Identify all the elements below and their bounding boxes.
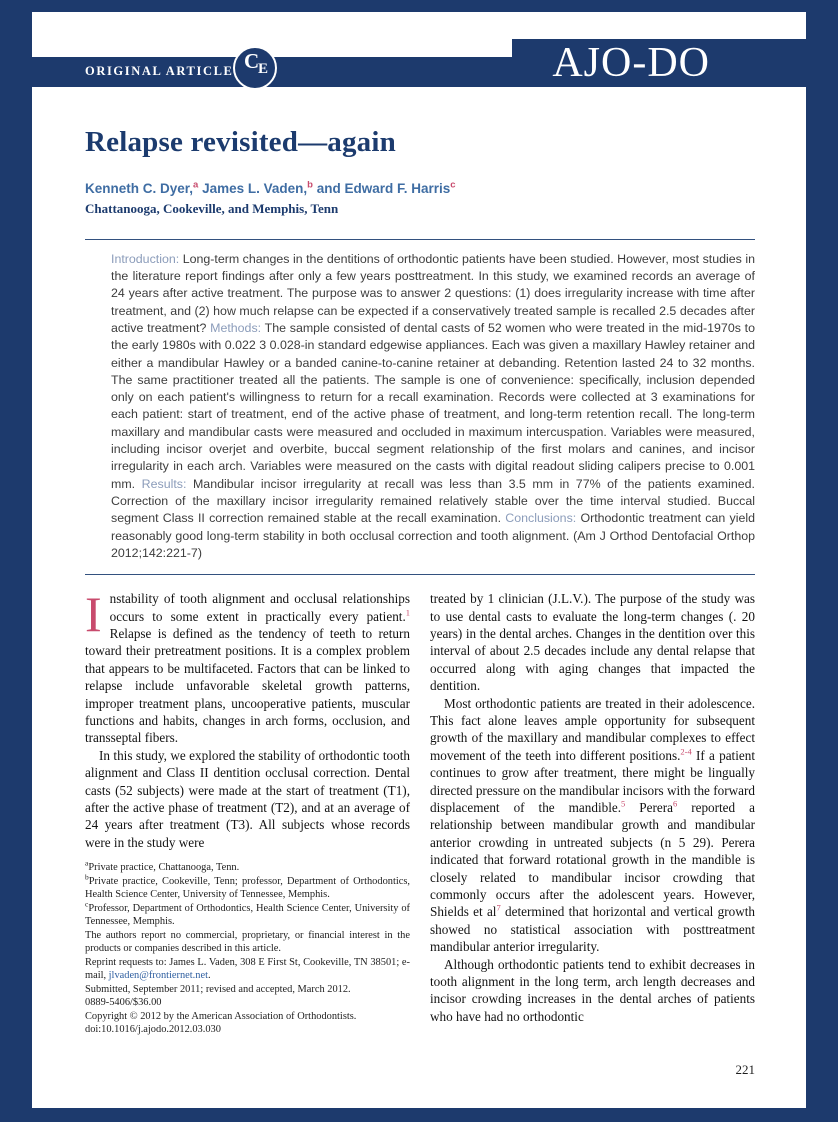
ce-badge-letter-e: E: [258, 61, 269, 77]
reference-superscript: 2-4: [680, 746, 692, 757]
ce-badge-letter-c: C: [244, 49, 260, 73]
right-column: [430, 590, 755, 1037]
reference-superscript: 6: [672, 798, 678, 809]
abstract-section-label: Introduction:: [111, 251, 183, 266]
abstract-section-label: Conclusions:: [505, 511, 581, 526]
affiliation-line: Chattanooga, Cookeville, and Memphis, Tenn: [85, 200, 339, 216]
reference-superscript: 7: [496, 903, 501, 914]
author-affiliation-superscript: a: [193, 179, 199, 191]
footnote-item: Reprint requests to: James L. Vaden, 308 E First St, Cookeville, TN 38501; e-mail, jlvaden@frontiernet.net.: [85, 956, 410, 982]
body-paragraph: Most orthodontic patients are treated in their adolescence. This fact alone leaves ample opportunity for subsequent growth of the maxillary and mandibular complexes to effect movement of the teeth into different positions.$^{2-4}$ If a patient continues to grow after treatment, there might be lingually directed pressure on the mandibular incisors with the forward displacement of the mandible.$^5$ Perera$^6$ reported a relationship between mandibular growth and mandibular anterior crowding in untreated subjects (n 5 29). Perera indicated that forward rotational growth in the mandible is closely related to mandibular incisor crowding that commonly occurs after the adolescent years. However, Shields et al$^7$ determined that horizontal and vertical growth showed no statistical association with posttreatment mandibular anterior irregularity.: [430, 695, 755, 955]
author-affiliation-superscript: c: [450, 179, 456, 191]
footnote-item: $^b$Private practice, Cookeville, Tenn; professor, Department of Orthodontics, Health Science Center, University of Tennessee, Memphis.: [85, 872, 410, 901]
abstract-section-label: Results:: [141, 476, 193, 491]
article-content: [32, 12, 806, 1108]
divider-below-abstract: [85, 574, 755, 575]
reference-superscript: 1: [405, 607, 410, 618]
footnote-item: The authors report no commercial, proprietary, or financial interest in the products or companies described in this article.: [85, 929, 410, 955]
drop-cap: I: [85, 586, 102, 643]
footnote-item: Submitted, September 2011; revised and accepted, March 2012.: [85, 983, 351, 995]
body-paragraph: In this study, we explored the stability of orthodontic tooth alignment and Class II dentition occlusal correction. Dental casts (52 subjects) were made at the start of treatment (T1), after the active phase of treatment (T2), and at an average of 24 years after treatment (T3). All subjects whose records were in the study were: [85, 747, 410, 850]
footnote-item: 0889-5406/$36.00: [85, 997, 162, 1009]
article-title: Relapse revisited—again: [85, 126, 396, 158]
footnote-item: doi:10.1016/j.ajodo.2012.03.030: [85, 1024, 221, 1036]
footnote-item: Copyright © 2012 by the American Association of Orthodontists.: [85, 1010, 357, 1022]
footnote-item: $^c$Professor, Department of Orthodontics, Health Science Center, University of Tennessee, Memphis.: [85, 899, 410, 928]
page-number: 221: [735, 1062, 755, 1077]
article-type-label: ORIGINAL ARTICLE: [85, 64, 234, 78]
body-paragraph: Instability of tooth alignment and occlusal relationships occurs to some extent in practically every patient.$^1$ Relapse is defined as the tendency of teeth to return toward their pretreatment positions. It is a complex problem that appears to be multifaceted. Factors that can be linked to relapse include unfavorable skeletal growth patterns, improper treatment plans, uncooperative patients, muscular functions and habits, changes in arch forms, occlusion, and transseptal fibers.: [85, 586, 410, 746]
journal-logo: AJO-DO: [552, 40, 710, 86]
footnote-superscript: b: [85, 872, 89, 882]
author-affiliation-superscript: b: [307, 179, 313, 191]
body-columns: [85, 586, 755, 1037]
footnote-superscript: a: [85, 858, 89, 868]
footnotes-block: [85, 858, 410, 1037]
abstract-text: Introduction: Long-term changes in the dentitions of orthodontic patients have been studied. However, most studies in the literature report findings after only a few years posttreatment. In this study, we examined records an average of 24 years after active treatment. The purpose was to answer 2 questions: (1) does irregularity increase with time after treatment, and (2) how much relapse can be expected if a conservatively treated sample is recalled 2.5 decades after active treatment? Methods: The sample consisted of dental casts of 52 women who were treated in the mid-1970s to the early 1980s with 0.022 3 0.028-in standard edgewise appliances. Each was given a maxillary Hawley retainer and either a mandibular Hawley or a banded canine-to-canine retainer at debanding. Retention lasted 24 to 32 months. The same practitioner treated all the patients. The sample is one of convenience: specifically, inclusion depended only on each patient's willingness to return for a recall examination. Records were collected at 3 examinations for each patient: start of treatment, end of the active phase of treatment, and long-term retention recall. The long-term maxillary and mandibular casts were measured and occluded in maximum intercuspation. Variables were measured, including incisor overjet and overbite, buccal segment relationship of the first molars and canines, and incisor irregularity in each arch. Variables were measured on the casts with digital readout sliding calipers precise to 0.001 mm. Results: Mandibular incisor irregularity at recall was less than 3.5 mm in 77% of the patients examined. Correction of the maxillary incisor irregularity remained relatively stable over the time interval studied. Buccal segment Class II correction remained stable at the recall examination. Conclusions: Orthodontic treatment can yield reasonably good long-term stability in both occlusal correction and tooth alignment. (Am J Orthod Dentofacial Orthop 2012;142:221-7): [111, 251, 755, 560]
footnote-superscript: c: [85, 899, 89, 909]
author-line: [85, 181, 755, 197]
author-name: James L. Vaden,: [198, 181, 308, 197]
abstract-section-label: Methods:: [210, 320, 265, 335]
email-link[interactable]: jlvaden@frontiernet.net: [108, 970, 208, 982]
author-name: and Edward F. Harris: [312, 181, 451, 197]
body-paragraph: treated by 1 clinician (J.L.V.). The purpose of the study was to use dental casts to evaluate the long-term changes (. 20 years) in the dental arches. Changes in the dentition over this interval of about 2.5 decades include any dental relapse that occurred along with aging changes that impacted the dentition.: [430, 591, 755, 694]
author-name: Kenneth C. Dyer,: [85, 181, 194, 197]
left-column: [85, 586, 410, 1037]
article-page: [32, 12, 806, 1108]
reference-superscript: 5: [621, 798, 626, 809]
footnote-item: $^a$Private practice, Chattanooga, Tenn.: [85, 858, 240, 874]
divider-above-abstract: [85, 239, 755, 240]
body-paragraph: Although orthodontic patients tend to exhibit decreases in tooth alignment in the long term, arch length decreases and incisor crowding increases in the dental arches of patients who have had no orthodontic: [430, 956, 755, 1024]
